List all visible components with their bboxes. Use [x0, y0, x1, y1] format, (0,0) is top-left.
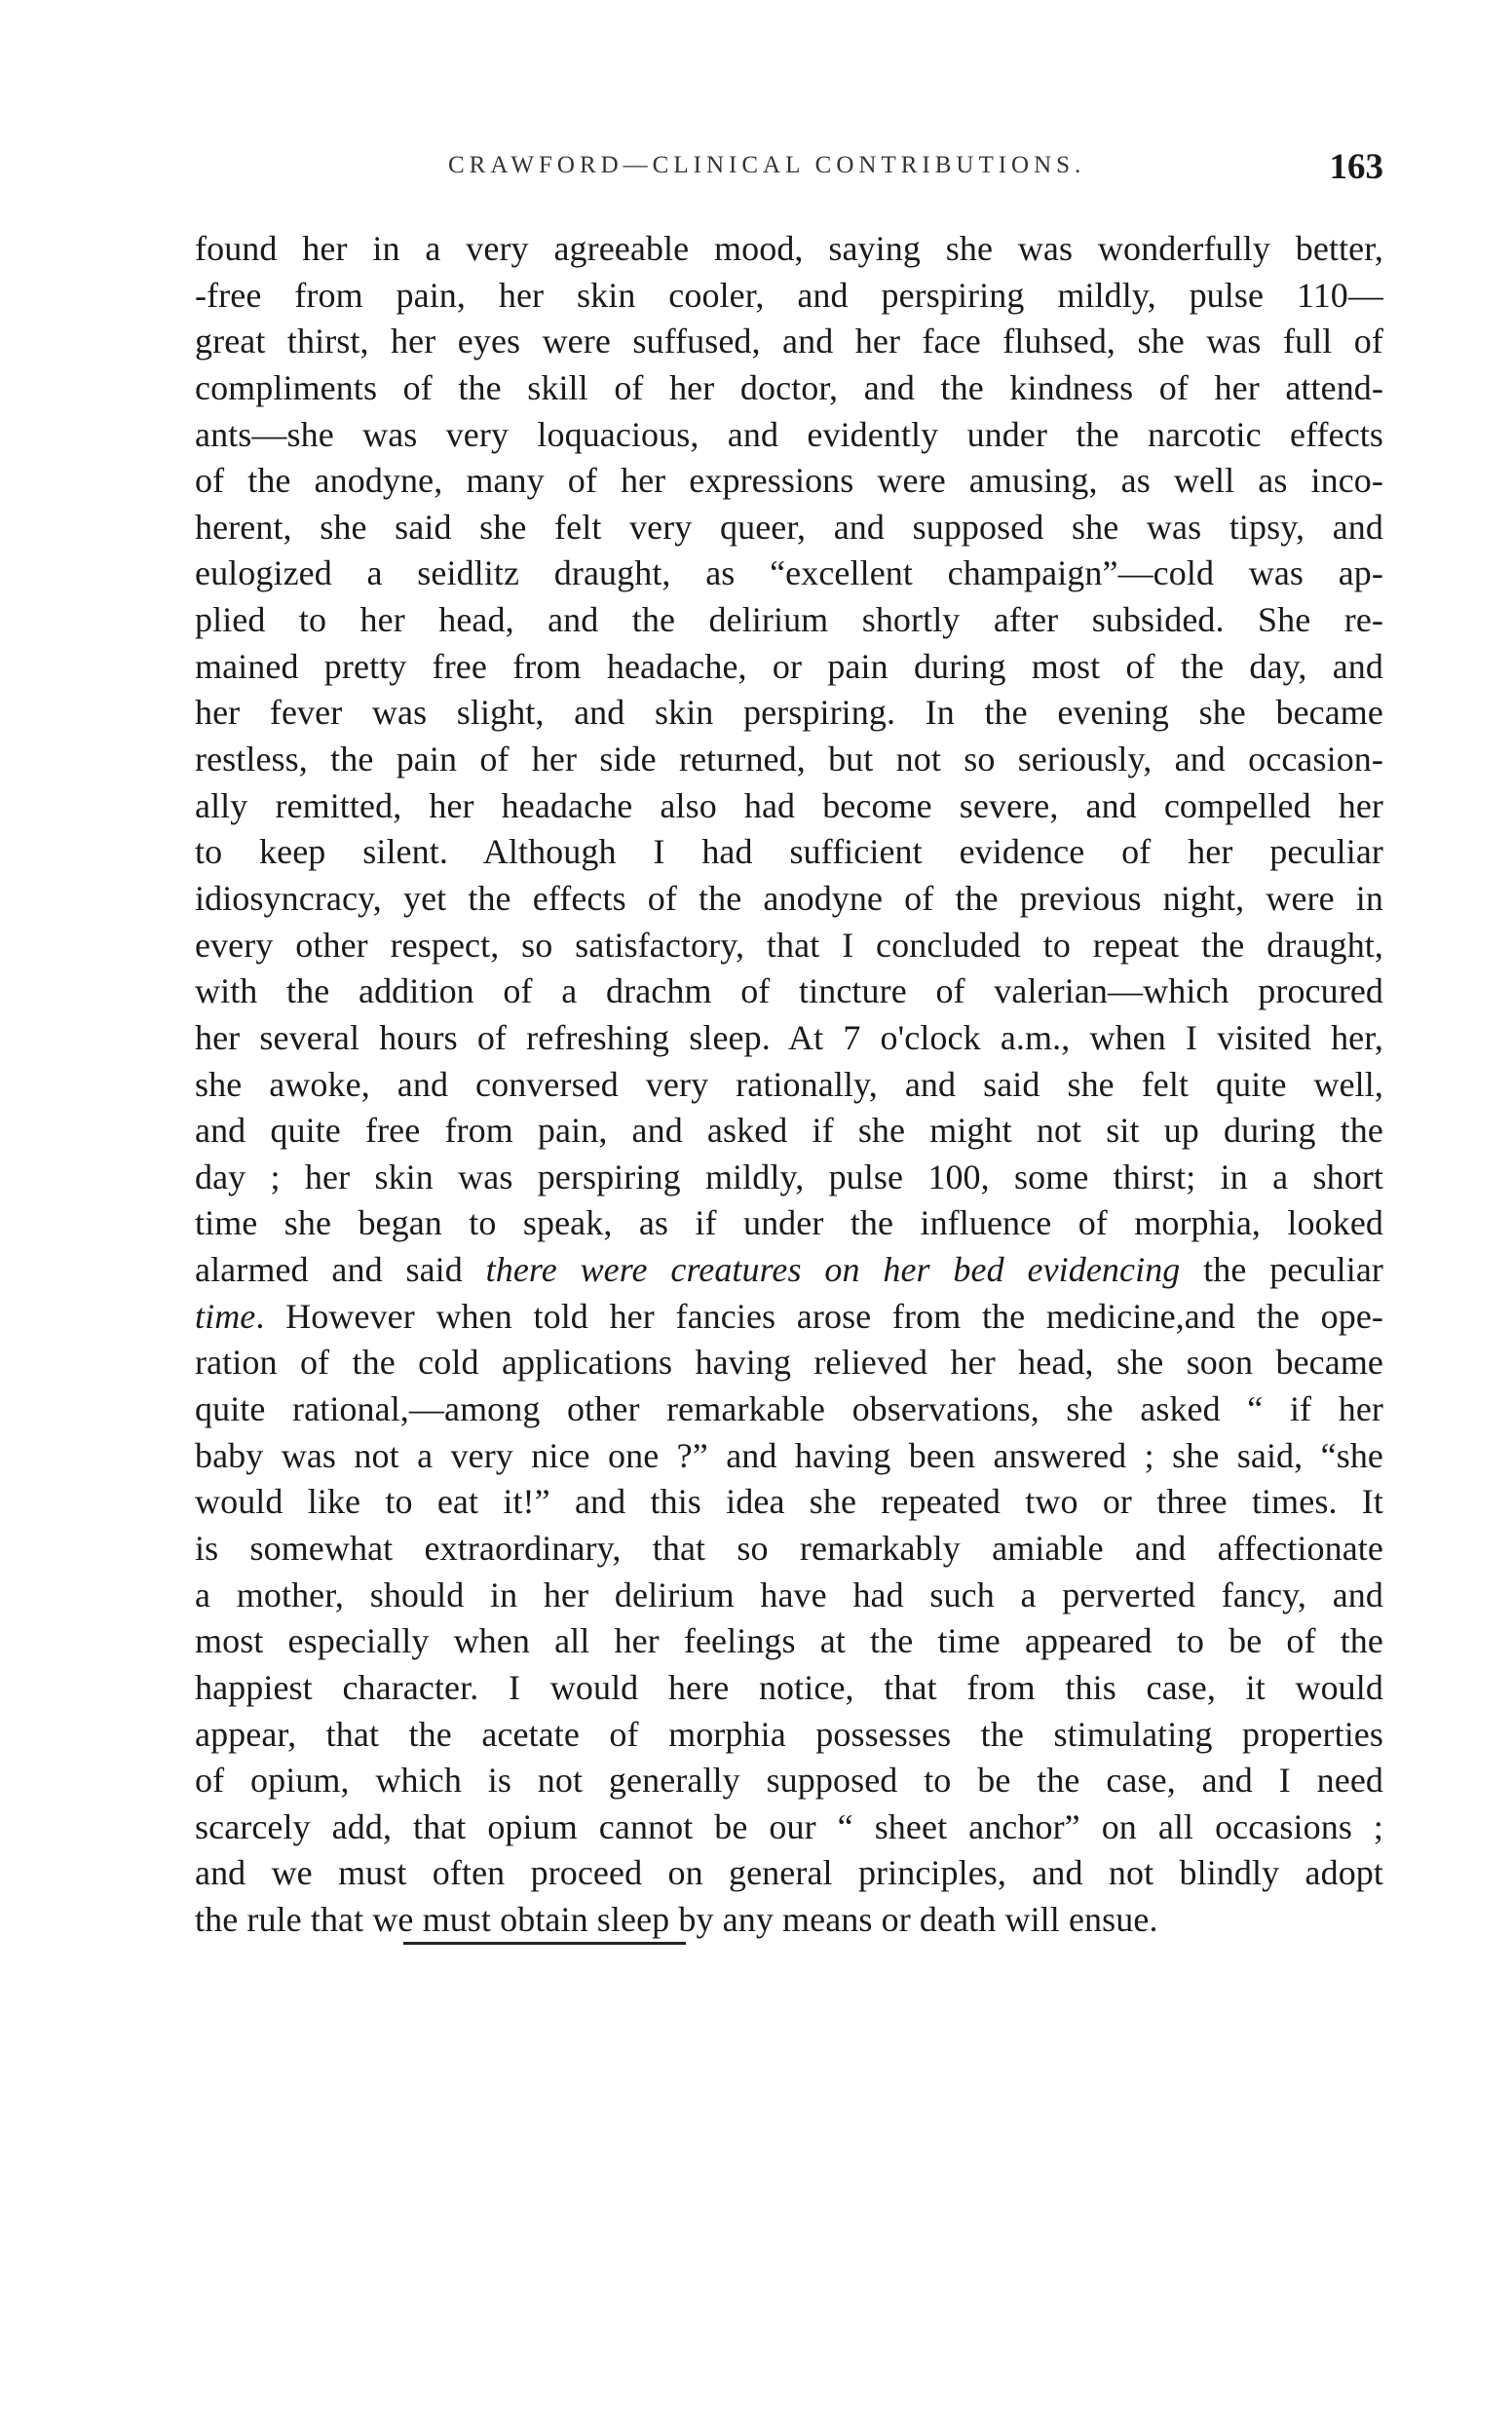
text-line: is somewhat extraordinary, that so remarkably amiable and affectionate [195, 1528, 1383, 1568]
text-line: compliments of the skill of her doctor, and the kindness of her attend- [195, 367, 1383, 407]
text-line: her several hours of refreshing sleep. At 7 o'clock a.m., when I visited her, [195, 1017, 1383, 1057]
text-line: of opium, which is not generally supposed to be the case, and I need [195, 1761, 1383, 1801]
text-line: happiest character. I would here notice, that from this case, it would [195, 1667, 1383, 1707]
text-line: mained pretty free from headache, or pain during most of the day, and [195, 646, 1383, 686]
text-line: ration of the cold applications having relieved her head, she soon became [195, 1343, 1383, 1383]
text-line: quite rational,—among other remarkable observations, she asked “ if her [195, 1389, 1383, 1429]
text-line: the rule that we must obtain sleep by any means or death will ensue. [195, 1900, 1158, 1940]
text-line: ants—she was very loquacious, and evidently under the narcotic effects [195, 414, 1383, 454]
page-number: 163 [1329, 147, 1383, 187]
text-line: to keep silent. Although I had sufficient evidence of her peculiar [195, 832, 1383, 872]
text-line: eulogized a seidlitz draught, as “excellent champaign”—cold was ap- [195, 553, 1383, 593]
text-line: herent, she said she felt very queer, and supposed she was tipsy, and [195, 507, 1383, 547]
text-line: -free from pain, her skin cooler, and perspiring mildly, pulse 110— [195, 275, 1383, 315]
text-line: time. However when told her fancies arose from the medicine,and the ope- [195, 1296, 1383, 1336]
body-text [195, 226, 1383, 1944]
text-line: of the anodyne, many of her expressions were amusing, as well as inco- [195, 461, 1383, 501]
text-line: she awoke, and conversed very rationally, and said she felt quite well, [195, 1064, 1383, 1104]
text-line: would like to eat it!” and this idea she repeated two or three times. It [195, 1482, 1383, 1522]
text-line: and we must often proceed on general principles, and not blindly adopt [195, 1853, 1383, 1893]
text-line: every other respect, so satisfactory, that I concluded to repeat the draught, [195, 925, 1383, 965]
text-line: ally remitted, her headache also had become severe, and compelled her [195, 785, 1383, 825]
text-line: and quite free from pain, and asked if she might not sit up during the [195, 1111, 1383, 1151]
closing-rule [403, 1942, 686, 1945]
text-line: baby was not a very nice one ?” and having been answered ; she said, “she [195, 1435, 1383, 1475]
text-line: with the addition of a drachm of tincture of valerian—which procured [195, 971, 1383, 1011]
text-line: restless, the pain of her side returned, but not so seriously, and occasion- [195, 740, 1383, 779]
text-line: scarcely add, that opium cannot be our “ sheet anchor” on all occasions ; [195, 1806, 1383, 1846]
text-line: a mother, should in her delirium have had such a perverted fancy, and [195, 1575, 1383, 1614]
text-line: plied to her head, and the delirium shortly after subsided. She re- [195, 600, 1383, 640]
text-line: her fever was slight, and skin perspiring. In the evening she became [195, 693, 1383, 733]
running-title: CRAWFORD—CLINICAL CONTRIBUTIONS. [448, 152, 1086, 178]
text-line: appear, that the acetate of morphia possesses the stimulating properties [195, 1714, 1383, 1754]
text-line: idiosyncracy, yet the effects of the anodyne of the previous night, were in [195, 878, 1383, 918]
text-line: found her in a very agreeable mood, saying she was wonderfully better, [195, 229, 1383, 268]
text-line: alarmed and said there were creatures on her bed evidencing the peculiar [195, 1250, 1383, 1290]
text-line: time she began to speak, as if under the influence of morphia, looked [195, 1203, 1383, 1243]
running-head [195, 146, 1383, 193]
text-line: most especially when all her feelings at the time appeared to be of the [195, 1621, 1383, 1661]
text-line: day ; her skin was perspiring mildly, pulse 100, some thirst; in a short [195, 1157, 1383, 1196]
text-line: great thirst, her eyes were suffused, and her face fluhsed, she was full of [195, 322, 1383, 361]
